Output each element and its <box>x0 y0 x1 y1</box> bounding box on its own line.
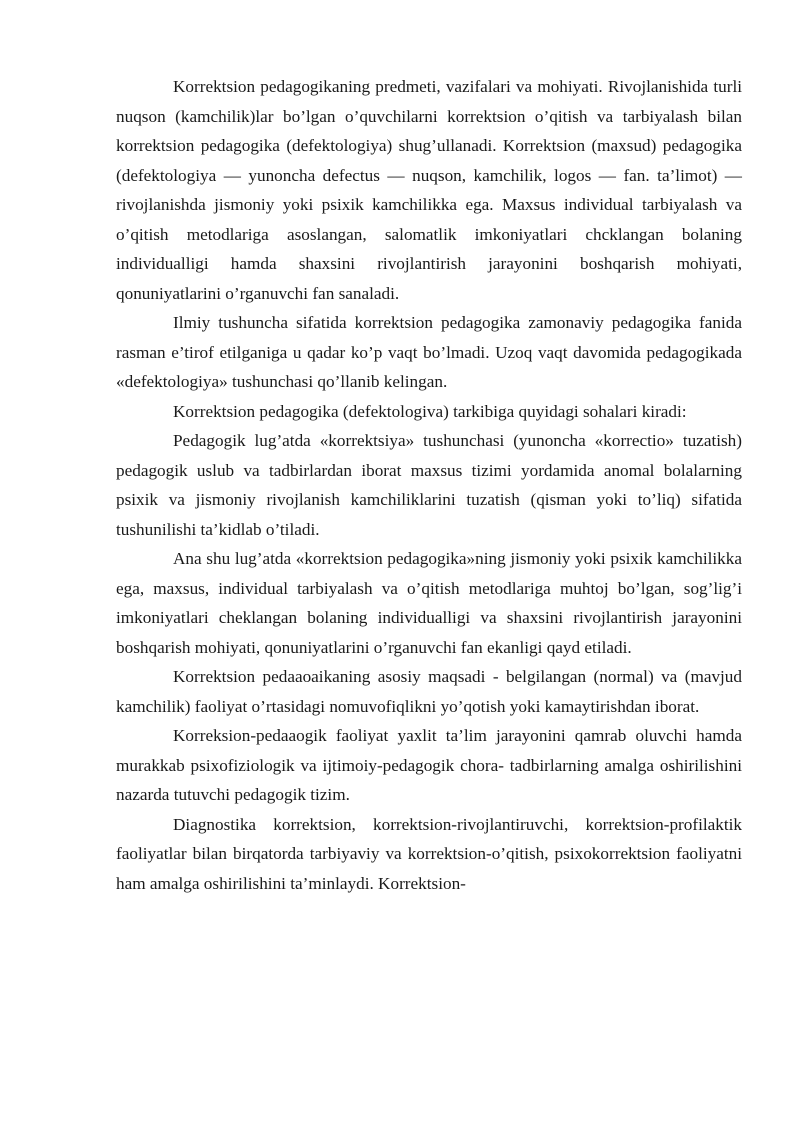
paragraph-1: Korrektsion pedagogikaning predmeti, vazifalari va mohiyati. Rivojlanishida turli nuqson (kamchilik)lar bo’lgan o’quvchilarni korrektsion o’qitish va tarbiyalash bilan korrektsion pedagogika (defektologiya) shug’ullanadi. Korrektsion (maxsud) pedagogika (defektologiya — yunoncha defectus — nuqson, kamchilik, logos — fan. ta’limot) — rivojlanishda jismoniy yoki psixik kamchilikka ega. Maxsus individual tarbiyalash va o’qitish metodlariga asoslangan, salomatlik imkoniyatlari chcklangan bolaning individualligi hamda shaxsini rivojlantirish jarayonini boshqarish mohiyati, qonuniyatlarini o’rganuvchi fan sanaladi. <box>116 77 742 303</box>
paragraph-4: Pedagogik lug’atda «korrektsiya» tushunchasi (yunoncha «korrectio» tuzatish) pedagogik uslub va tadbirlardan iborat maxsus tizimi yordamida anomal bolalarning psixik va jismoniy rivojlanish kamchiliklarini tuzatish (qisman yoki to’liq) sifatida tushunilishi ta’kidlab o’tiladi. <box>116 431 742 539</box>
paragraph-5: Ana shu lug’atda «korrektsion pedagogika»ning jismoniy yoki psixik kamchilikka ega, maxsus, individual tarbiyalash va o’qitish metodlariga muhtoj bo’lgan, sog’lig’i imkoniyatlari cheklangan bolaning individualligi va shaxsini rivojlantirish jarayonini boshqarish mohiyati, qonuniyatlarini o’rganuvchi fan ekanligi qayd etiladi. <box>116 549 742 657</box>
paragraph-6: Korrektsion pedaaoaikaning asosiy maqsadi - belgilangan (normal) va (mavjud kamchilik) faoliyat o’rtasidagi nomuvofiqlikni yo’qotish yoki kamaytirishdan iborat. <box>116 667 742 716</box>
paragraph-3: Korrektsion pedagogika (defektologiva) tarkibiga quyidagi sohalari kiradi: <box>173 401 687 421</box>
paragraph-8: Diagnostika korrektsion, korrektsion-rivojlantiruvchi, korrektsion-profilaktik faoliyatlar bilan birqatorda tarbiyaviy va korrektsion-o’qitish, psixokorrektsion faoliyatni ham amalga oshirilishini ta’minlaydi. Korrektsion- <box>116 814 742 893</box>
paragraph-2: Ilmiy tushuncha sifatida korrektsion pedagogika zamonaviy pedagogika fanida rasman e’tirof etilganiga u qadar ko’p vaqt bo’lmadi. Uzoq vaqt davomida pedagogikada «defektologiya» tushunchasi qo’llanib kelingan. <box>116 313 742 391</box>
document-page <box>116 72 742 898</box>
paragraph-7: Korreksion-pedaaogik faoliyat yaxlit ta’lim jarayonini qamrab oluvchi hamda murakkab psixofiziologik va ijtimoiy-pedagogik chora- tadbirlarning amalga oshirilishini nazarda tutuvchi pedagogik tizim. <box>116 726 742 804</box>
